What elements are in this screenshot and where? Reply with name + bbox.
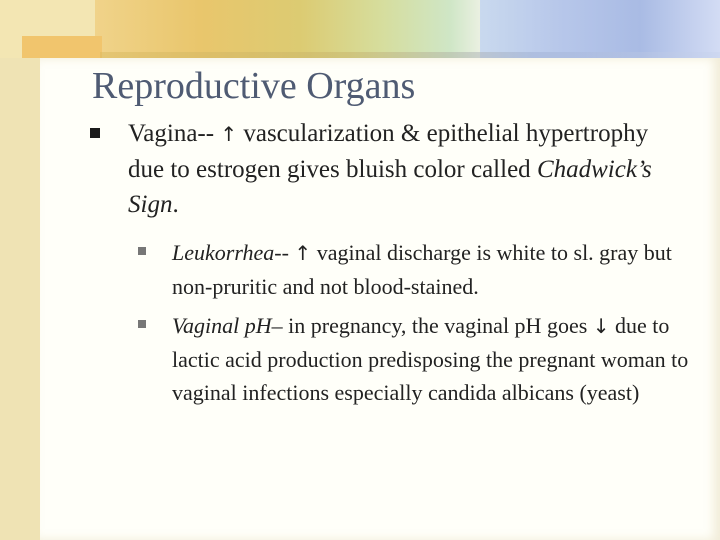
bullet-square-icon	[90, 128, 100, 138]
main-bullet-italic: Chadwick’s Sign	[128, 156, 652, 218]
up-arrow-icon: ↑	[220, 122, 238, 146]
sub-bullet-2	[172, 309, 702, 409]
main-bullet-part1: Vagina--	[128, 120, 215, 147]
up-arrow-icon: ↑	[294, 241, 312, 265]
main-bullet-text	[128, 116, 688, 222]
sub-bullet-2-text1: in pregnancy, the vaginal pH goes	[282, 313, 593, 338]
main-bullet-part2: vascularization & epithelial hypertrophy due to estrogen gives bluish color called	[128, 120, 649, 183]
sub-bullet-2-italic: Vaginal pH–	[172, 313, 283, 338]
header-banner-image	[0, 0, 720, 58]
accent-bar	[22, 36, 102, 58]
slide-title: Reproductive Organs	[92, 65, 416, 107]
down-arrow-icon: ↓	[592, 314, 610, 338]
sub-bullet-2-text2: due to lactic acid production predisposing the pregnant woman to vaginal infections especially candida albicans (yeast)	[172, 313, 689, 405]
sub-bullet-1-text: vaginal discharge is white to sl. gray but non-pruritic and not blood-stained.	[172, 240, 672, 299]
main-bullet-end: .	[172, 191, 179, 218]
left-decor-strip	[0, 0, 40, 540]
sub-bullet-1	[172, 236, 702, 303]
sub-bullet-square-icon	[138, 320, 146, 328]
sub-bullet-1-italic: Leukorrhea--	[172, 240, 289, 265]
sub-bullet-square-icon	[138, 247, 146, 255]
